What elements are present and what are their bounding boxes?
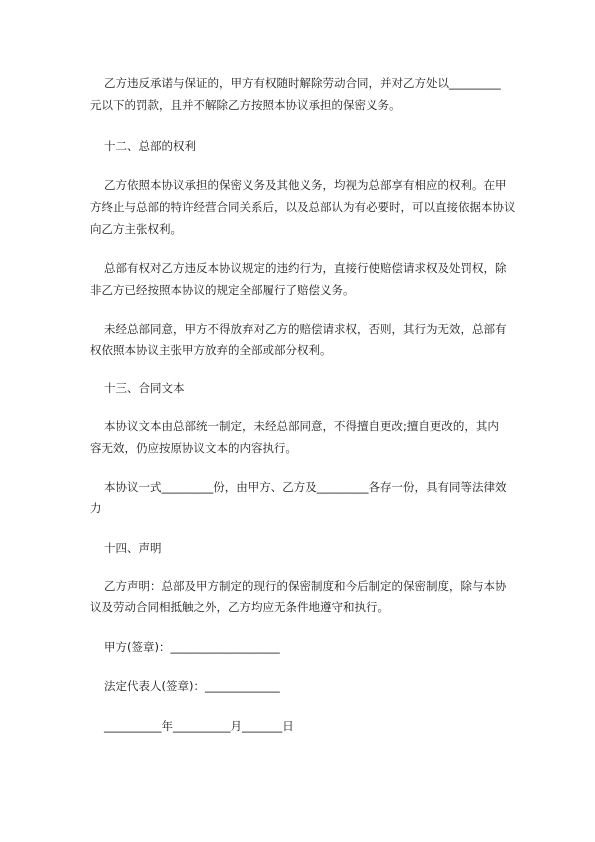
paragraph-line: 本协议一式_________份，由甲方、乙方及_________各存一份，具有同等法律效 xyxy=(104,480,507,494)
paragraph-line: 总部有权对乙方违反本协议规定的违约行为，直接行使赔偿请求权及处罚权，除 xyxy=(104,261,507,275)
section-heading: 十二、总部的权利 xyxy=(104,139,196,153)
paragraph-line: 议及劳动合同相抵触之外，乙方均应无条件地遵守和执行。 xyxy=(90,600,389,614)
paragraph-line: 本协议文本由总部统一制定，未经总部同意，不得擅自更改;擅自更改的，其内 xyxy=(104,419,499,433)
paragraph-line: 向乙方主张权利。 xyxy=(90,222,182,236)
signature-party-a: 甲方(签章)：___________________ xyxy=(104,640,280,654)
signature-date: __________年__________月_______日 xyxy=(104,719,294,733)
paragraph-line: 容无效，仍应按原协议文本的内容执行。 xyxy=(90,441,297,455)
paragraph-line: 未经总部同意，甲方不得放弃对乙方的赔偿请求权，否则，其行为无效，总部有 xyxy=(104,322,507,336)
signature-legal-representative: 法定代表人(签章)：_____________ xyxy=(104,679,280,693)
paragraph-line: 方终止与总部的特许经营合同关系后，以及总部认为有必要时，可以直接依据本协议 xyxy=(90,200,516,214)
section-heading: 十四、声明 xyxy=(104,541,162,555)
paragraph-line: 非乙方已经按照本协议的规定全部履行了赔偿义务。 xyxy=(90,283,355,297)
paragraph-line: 乙方依照本协议承担的保密义务及其他义务，均视为总部享有相应的权利。在甲 xyxy=(104,178,507,192)
paragraph-line: 乙方声明：总部及甲方制定的现行的保密制度和今后制定的保密制度，除与本协 xyxy=(104,579,507,593)
section-heading: 十三、合同文本 xyxy=(104,381,185,395)
paragraph-line: 元以下的罚款，且并不解除乙方按照本协议承担的保密义务。 xyxy=(90,98,401,112)
paragraph-line: 权依照本协议主张甲方放弃的全部或部分权利。 xyxy=(90,343,332,357)
paragraph-line: 力 xyxy=(90,501,102,515)
paragraph-line: 乙方违反承诺与保证的，甲方有权随时解除劳动合同，并对乙方处以_________ xyxy=(104,76,501,90)
